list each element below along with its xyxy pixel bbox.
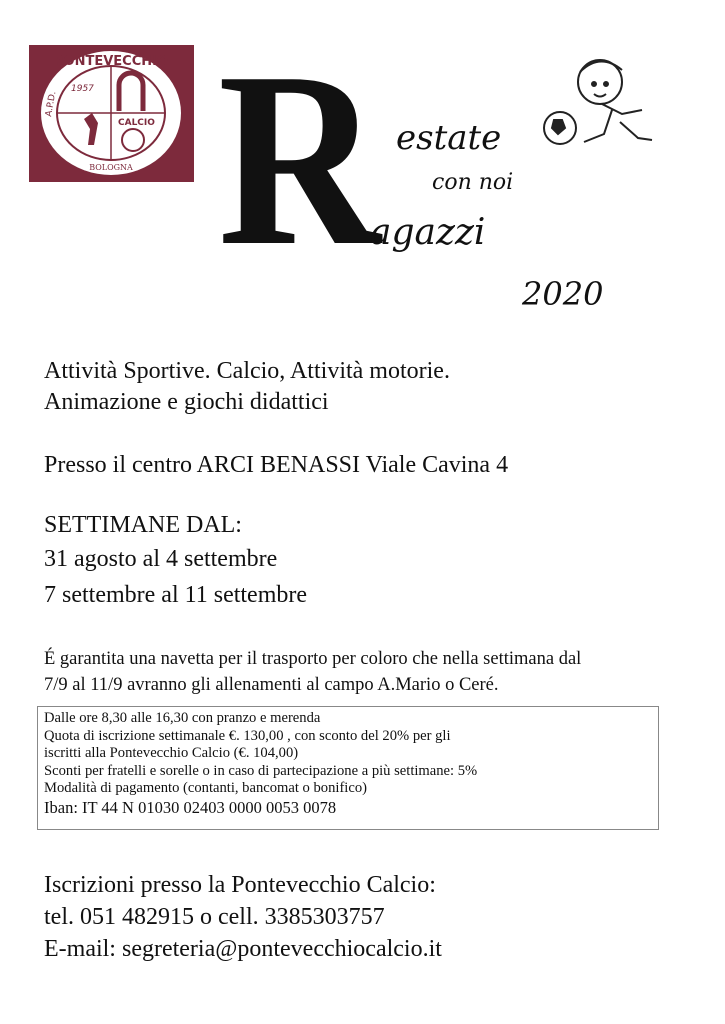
club-logo: [29, 45, 194, 182]
week-item: 31 agosto al 4 settembre: [44, 546, 278, 572]
info-line: Quota di iscrizione settimanale €. 130,00 , con sconto del 20% per gli: [44, 727, 451, 744]
location: Presso il centro ARCI BENASSI Viale Cavina 4: [44, 452, 509, 478]
info-line: Modalità di pagamento (contanti, bancomat o bonifico): [44, 780, 367, 796]
shuttle-line-1: É garantita una navetta per il trasporto per coloro che nella settimana dal: [44, 649, 582, 669]
title-word-estate: estate: [396, 118, 502, 158]
title-word-con-noi: con noi: [432, 170, 514, 195]
info-line: iscritti alla Pontevecchio Calcio (€. 104,00): [44, 745, 299, 761]
iban: Iban: IT 44 N 01030 02403 0000 0053 0078: [44, 797, 337, 817]
svg-text:PONTEVECCHIO: PONTEVECCHIO: [54, 54, 168, 69]
intro-line-1: Attività Sportive. Calcio, Attività motorie.: [44, 358, 450, 384]
week-item: 7 settembre al 11 settembre: [44, 582, 308, 608]
svg-text:A.P.D.: A.P.D.: [44, 90, 59, 118]
info-line: Dalle ore 8,30 alle 16,30 con pranzo e merenda: [44, 710, 321, 726]
title-initial: R: [218, 21, 381, 298]
contacts-phone: tel. 051 482915 o cell. 3385303757: [44, 904, 385, 930]
info-line: Sconti per fratelli e sorelle o in caso di partecipazione a più settimane: 5%: [44, 762, 478, 779]
title-word-agazzi: agazzi: [370, 212, 486, 253]
svg-text:1957: 1957: [71, 84, 94, 94]
info-box: [37, 706, 659, 830]
intro-line-2: Animazione e giochi didattici: [44, 389, 329, 415]
svg-text:BOLOGNA: BOLOGNA: [89, 163, 133, 172]
shuttle-line-2: 7/9 al 11/9 avranno gli allenamenti al campo A.Mario o Ceré.: [44, 675, 499, 695]
kid-football-drawing: [540, 52, 670, 166]
weeks-heading: SETTIMANE DAL:: [44, 512, 242, 538]
svg-text:CALCIO: CALCIO: [118, 118, 155, 128]
contacts-line-1: Iscrizioni presso la Pontevecchio Calcio:: [44, 872, 436, 898]
contacts-email: E-mail: segreteria@pontevecchiocalcio.it: [44, 936, 442, 962]
title-year: 2020: [522, 275, 604, 313]
